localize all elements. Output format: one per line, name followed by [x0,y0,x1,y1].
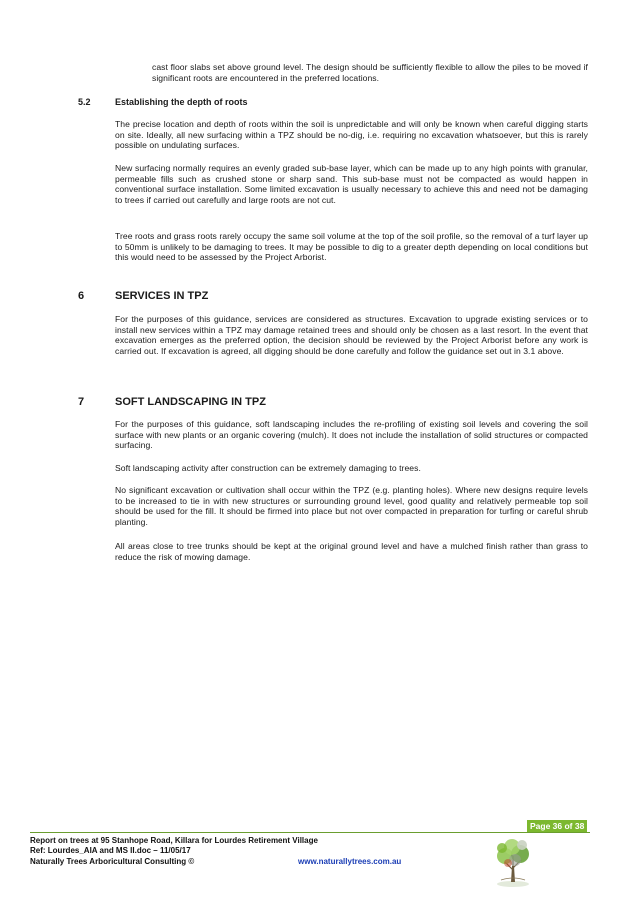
section-7-paragraph-1: For the purposes of this guidance, soft landscaping includes the re-profiling of existing soil levels and covering the soil surface with new plants or an organic covering (mulch). It does not include the installation of solid structures or compacted surfacing. [115,419,588,451]
footer-company: Naturally Trees Arboricultural Consulting © [30,857,195,866]
footer-report-title: Report on trees at 95 Stanhope Road, Killara for Lourdes Retirement Village [30,836,318,845]
section-6-paragraph-1: For the purposes of this guidance, services are considered as structures. Excavation to upgrade existing services or to install new services within a TPZ may damage retained trees and should only be chosen as a last resort. In the event that excavation emerges as the preferred option, the decision should be reviewed by the Project Arborist before any work is carried out. If excavation is agreed, all digging should be done carefully and follow the guidance set out in 3.1 above. [115,314,588,356]
section-5-2-paragraph-2: New surfacing normally requires an evenly graded sub-base layer, which can be made up to any high points with granular, permeable fills such as crushed stone or sharp sand. This sub-base must not be compacted as would happen in conventional surface installation. Some limited excavation is usually necessary to achieve this and need not be damaging to trees if carried out carefully and large roots are not cut. [115,163,588,205]
footer-reference: Ref: Lourdes_AIA and MS II.doc – 11/05/17 [30,846,191,855]
section-7-paragraph-2: Soft landscaping activity after construction can be extremely damaging to trees. [115,463,421,473]
footer-divider [30,832,590,833]
section-7-number: 7 [78,396,85,408]
section-5-2-number: 5.2 [78,97,91,107]
section-7-title: SOFT LANDSCAPING IN TPZ [115,396,266,408]
section-7-paragraph-3: No significant excavation or cultivation shall occur within the TPZ (e.g. planting holes). Where new designs require levels to be increased to tie in with new structures or surrounding ground level, good quality and relatively permeable top soil should be used for the fill. It should be firmed into place but not over compacted in preparation for turfing or careful shrub planting. [115,485,588,527]
page-number-badge: Page 36 of 38 [527,820,587,832]
section-5-2-title: Establishing the depth of roots [115,97,248,107]
section-6-title: SERVICES IN TPZ [115,290,209,302]
section-5-2-paragraph-3: Tree roots and grass roots rarely occupy the same soil volume at the top of the soil profile, so the removal of a turf layer up to 50mm is unlikely to be damaging to trees. It may be possible to dig to a greater depth depending on local conditions but this would need to be assessed by the Project Arborist. [115,231,588,263]
tree-logo-icon [489,836,537,888]
section-5-2-paragraph-1: The precise location and depth of roots within the soil is unpredictable and will only be known when careful digging starts on site. Ideally, all new surfacing within a TPZ should be no-dig, i.e. requiring no excavation whatsoever, but this is rarely possible on undulating surfaces. [115,119,588,151]
section-7-paragraph-4: All areas close to tree trunks should be kept at the original ground level and have a mulched finish rather than grass to reduce the risk of mowing damage. [115,541,588,562]
website-link[interactable]: www.naturallytrees.com.au [298,857,402,866]
intro-paragraph: cast floor slabs set above ground level. The design should be sufficiently flexible to allow the piles to be moved if significant roots are encountered in the preferred locations. [152,62,588,83]
section-6-number: 6 [78,290,85,302]
